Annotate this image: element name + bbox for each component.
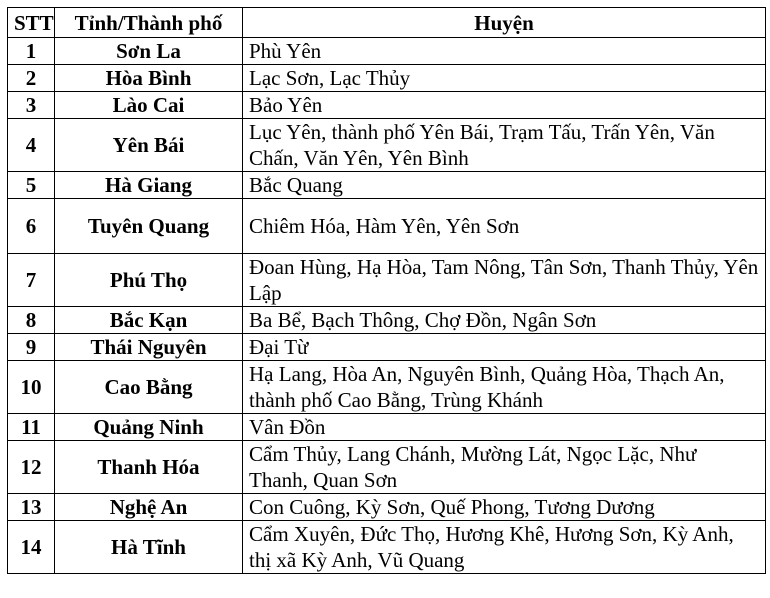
row-province: Tuyên Quang [55, 199, 243, 254]
table-row [8, 307, 766, 334]
header-stt: STT [8, 8, 55, 38]
row-districts: Hạ Lang, Hòa An, Nguyên Bình, Quảng Hòa, Thạch An, thành phố Cao Bằng, Trùng Khánh [243, 361, 766, 414]
row-districts: Lục Yên, thành phố Yên Bái, Trạm Tấu, Trấn Yên, Văn Chấn, Văn Yên, Yên Bình [243, 119, 766, 172]
table-row [8, 521, 766, 574]
row-stt: 12 [8, 441, 55, 494]
row-stt: 9 [8, 334, 55, 361]
row-stt: 1 [8, 38, 55, 65]
table-row [8, 414, 766, 441]
row-districts: Cẩm Thủy, Lang Chánh, Mường Lát, Ngọc Lặc, Như Thanh, Quan Sơn [243, 441, 766, 494]
row-province: Lào Cai [55, 92, 243, 119]
header-province: Tỉnh/Thành phố [55, 8, 243, 38]
row-districts: Lạc Sơn, Lạc Thủy [243, 65, 766, 92]
row-stt: 6 [8, 199, 55, 254]
row-districts: Đại Từ [243, 334, 766, 361]
header-district: Huyện [243, 8, 766, 38]
row-province: Hòa Bình [55, 65, 243, 92]
row-stt: 7 [8, 254, 55, 307]
table-row [8, 199, 766, 254]
row-stt: 3 [8, 92, 55, 119]
table-row [8, 38, 766, 65]
row-stt: 2 [8, 65, 55, 92]
row-stt: 4 [8, 119, 55, 172]
row-districts: Chiêm Hóa, Hàm Yên, Yên Sơn [243, 199, 766, 254]
table-row [8, 92, 766, 119]
row-districts: Bảo Yên [243, 92, 766, 119]
table-row [8, 65, 766, 92]
table-row [8, 334, 766, 361]
table-header [8, 8, 766, 38]
row-districts: Con Cuông, Kỳ Sơn, Quế Phong, Tương Dương [243, 494, 766, 521]
row-province: Nghệ An [55, 494, 243, 521]
row-province: Thanh Hóa [55, 441, 243, 494]
table-body [8, 38, 766, 574]
table-row [8, 361, 766, 414]
row-province: Hà Giang [55, 172, 243, 199]
row-districts: Cẩm Xuyên, Đức Thọ, Hương Khê, Hương Sơn, Kỳ Anh, thị xã Kỳ Anh, Vũ Quang [243, 521, 766, 574]
row-stt: 14 [8, 521, 55, 574]
row-province: Cao Bằng [55, 361, 243, 414]
table-row [8, 172, 766, 199]
row-stt: 11 [8, 414, 55, 441]
row-districts: Vân Đồn [243, 414, 766, 441]
table-row [8, 119, 766, 172]
row-province: Thái Nguyên [55, 334, 243, 361]
row-province: Hà Tĩnh [55, 521, 243, 574]
row-stt: 8 [8, 307, 55, 334]
row-districts: Bắc Quang [243, 172, 766, 199]
row-districts: Phù Yên [243, 38, 766, 65]
row-province: Quảng Ninh [55, 414, 243, 441]
row-province: Phú Thọ [55, 254, 243, 307]
header-row [8, 8, 766, 38]
row-districts: Đoan Hùng, Hạ Hòa, Tam Nông, Tân Sơn, Thanh Thủy, Yên Lập [243, 254, 766, 307]
districts-table [7, 7, 766, 574]
row-stt: 13 [8, 494, 55, 521]
row-province: Sơn La [55, 38, 243, 65]
row-stt: 10 [8, 361, 55, 414]
table-row [8, 254, 766, 307]
table-row [8, 494, 766, 521]
row-stt: 5 [8, 172, 55, 199]
table-row [8, 441, 766, 494]
row-province: Yên Bái [55, 119, 243, 172]
row-districts: Ba Bể, Bạch Thông, Chợ Đồn, Ngân Sơn [243, 307, 766, 334]
row-province: Bắc Kạn [55, 307, 243, 334]
